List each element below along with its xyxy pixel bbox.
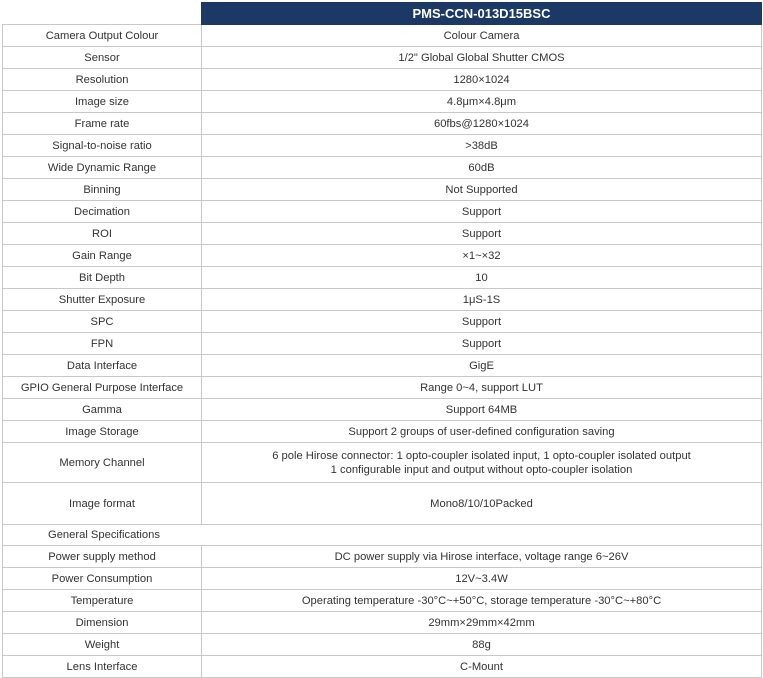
- spec-row: [3, 355, 762, 377]
- spec-value: >38dB: [202, 135, 762, 157]
- spec-value: [202, 443, 762, 483]
- spec-row: [3, 311, 762, 333]
- spec-value: 10: [202, 267, 762, 289]
- spec-label: Power Consumption: [3, 568, 202, 590]
- spec-value: Support: [202, 223, 762, 245]
- spec-label: Wide Dynamic Range: [3, 157, 202, 179]
- spec-label: Image Storage: [3, 421, 202, 443]
- memory-channel-row: [3, 443, 762, 483]
- spec-row: [3, 656, 762, 678]
- section-heading-empty: [202, 525, 762, 546]
- spec-value: C-Mount: [202, 656, 762, 678]
- spec-label: GPIO General Purpose Interface: [3, 377, 202, 399]
- spec-label: Temperature: [3, 590, 202, 612]
- spec-value: Not Supported: [202, 179, 762, 201]
- spec-value: Support 64MB: [202, 399, 762, 421]
- spec-label: Camera Output Colour: [3, 25, 202, 47]
- spec-row: [3, 245, 762, 267]
- header-blank-cell: [3, 3, 202, 25]
- spec-value: 60fbs@1280×1024: [202, 113, 762, 135]
- spec-row: [3, 612, 762, 634]
- spec-label: Binning: [3, 179, 202, 201]
- spec-label: Image size: [3, 91, 202, 113]
- spec-label: FPN: [3, 333, 202, 355]
- spec-value: DC power supply via Hirose interface, voltage range 6~26V: [202, 546, 762, 568]
- spec-row: [3, 179, 762, 201]
- spec-row: [3, 634, 762, 656]
- section-heading: General Specifications: [3, 525, 202, 546]
- spec-row: [3, 113, 762, 135]
- spec-row: [3, 377, 762, 399]
- spec-value: Support: [202, 333, 762, 355]
- spec-value: 60dB: [202, 157, 762, 179]
- spec-value: 1/2" Global Global Shutter CMOS: [202, 47, 762, 69]
- spec-label: Bit Depth: [3, 267, 202, 289]
- spec-value: 4.8μm×4.8μm: [202, 91, 762, 113]
- spec-value: Support: [202, 311, 762, 333]
- spec-value: 12V~3.4W: [202, 568, 762, 590]
- model-name-header: PMS-CCN-013D15BSC: [202, 3, 762, 25]
- spec-value: 88g: [202, 634, 762, 656]
- spec-label: Sensor: [3, 47, 202, 69]
- spec-row: [3, 546, 762, 568]
- spec-label: Image format: [3, 483, 202, 525]
- spec-value: Support 2 groups of user-defined configuration saving: [202, 421, 762, 443]
- spec-value: 1μS-1S: [202, 289, 762, 311]
- spec-row: [3, 135, 762, 157]
- image-format-row: [3, 483, 762, 525]
- spec-label: Data Interface: [3, 355, 202, 377]
- spec-label: Signal-to-noise ratio: [3, 135, 202, 157]
- spec-value: ×1~×32: [202, 245, 762, 267]
- spec-row: [3, 568, 762, 590]
- spec-row: [3, 47, 762, 69]
- spec-row: [3, 399, 762, 421]
- spec-row: [3, 590, 762, 612]
- spec-value: Range 0~4, support LUT: [202, 377, 762, 399]
- spec-row: [3, 289, 762, 311]
- spec-label: Gamma: [3, 399, 202, 421]
- spec-row: [3, 267, 762, 289]
- spec-label: Resolution: [3, 69, 202, 91]
- spec-row: [3, 223, 762, 245]
- memory-channel-line-2: 1 configurable input and output without opto-coupler isolation: [330, 463, 633, 476]
- spec-label: Decimation: [3, 201, 202, 223]
- spec-table: [2, 2, 762, 678]
- spec-label: Lens Interface: [3, 656, 202, 678]
- spec-row: [3, 333, 762, 355]
- spec-label: Memory Channel: [3, 443, 202, 483]
- section-heading-row: [3, 525, 762, 546]
- spec-row: [3, 91, 762, 113]
- spec-label: ROI: [3, 223, 202, 245]
- spec-value: 29mm×29mm×42mm: [202, 612, 762, 634]
- spec-row: [3, 421, 762, 443]
- spec-label: Weight: [3, 634, 202, 656]
- table-header-row: [3, 3, 762, 25]
- spec-value: Support: [202, 201, 762, 223]
- spec-value: 1280×1024: [202, 69, 762, 91]
- spec-label: Gain Range: [3, 245, 202, 267]
- spec-value: Operating temperature -30°C~+50°C, storage temperature -30°C~+80°C: [202, 590, 762, 612]
- spec-value: Mono8/10/10Packed: [202, 483, 762, 525]
- spec-label: SPC: [3, 311, 202, 333]
- spec-label: Dimension: [3, 612, 202, 634]
- spec-value: GigE: [202, 355, 762, 377]
- spec-value: Colour Camera: [202, 25, 762, 47]
- spec-label: Frame rate: [3, 113, 202, 135]
- spec-row: [3, 25, 762, 47]
- spec-row: [3, 69, 762, 91]
- memory-channel-line-1: 6 pole Hirose connector: 1 opto-coupler isolated input, 1 opto-coupler isolated output: [272, 449, 691, 462]
- spec-row: [3, 201, 762, 223]
- spec-label: Shutter Exposure: [3, 289, 202, 311]
- spec-row: [3, 157, 762, 179]
- spec-label: Power supply method: [3, 546, 202, 568]
